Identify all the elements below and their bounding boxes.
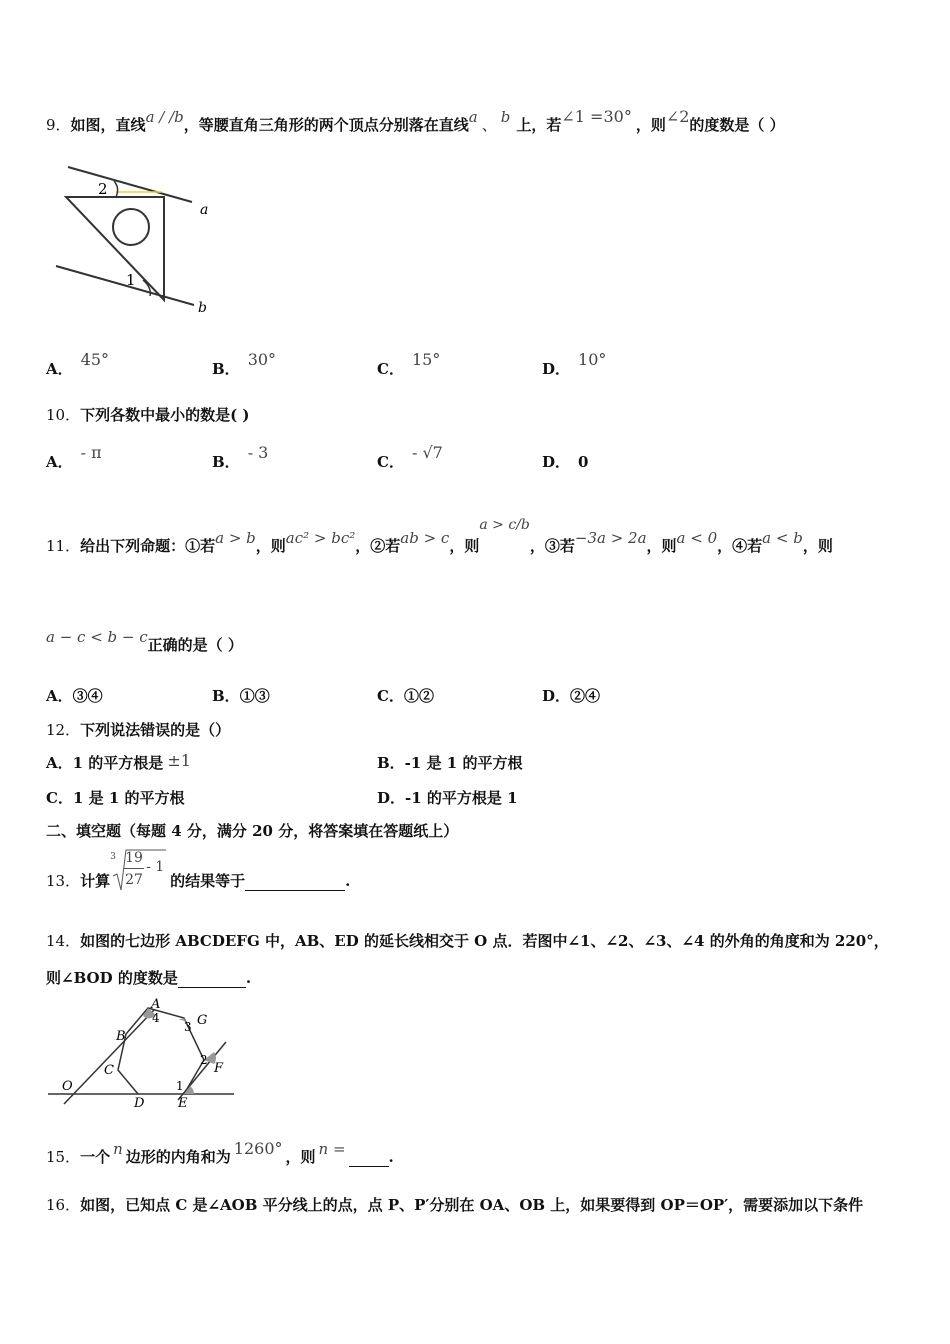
q13-number: 13． xyxy=(46,872,81,890)
label-A: A xyxy=(151,997,161,1012)
q11-option-b: B．①③ xyxy=(212,687,270,705)
circle xyxy=(113,209,149,245)
q12-number: 12． xyxy=(46,721,81,739)
q14-answer-blank[interactable] xyxy=(178,969,246,988)
q16-number: 16． xyxy=(46,1196,81,1214)
label-F: F xyxy=(214,1061,224,1076)
label-O: O xyxy=(62,1079,73,1094)
q9-number: 9． xyxy=(46,116,71,134)
q13-answer-blank[interactable] xyxy=(245,872,345,891)
q9-option-d: D． 10° xyxy=(542,350,607,378)
label-G: G xyxy=(197,1013,208,1028)
q12-option-d: D．-1 的平方根是 1 xyxy=(377,789,518,807)
label-C: C xyxy=(104,1063,114,1078)
fig-label-b: b xyxy=(198,300,207,316)
q10-number: 10． xyxy=(46,406,81,424)
q15-stem: 15．一个 n 边形的内角和为 1260° ，则 n = . xyxy=(46,1139,394,1166)
q9-option-a: A． 45° xyxy=(46,350,109,378)
label-D: D xyxy=(134,1096,145,1111)
q10-option-d: D． 0 xyxy=(542,453,589,471)
q11-option-a: A．③④ xyxy=(46,687,103,705)
q12-stem: 12．下列说法错误的是（） xyxy=(46,721,231,739)
q9-option-c: C． 15° xyxy=(377,350,441,378)
label-B: B xyxy=(116,1029,126,1044)
q9-figure xyxy=(44,160,224,320)
q15-number: 15． xyxy=(46,1148,81,1166)
q9-stem: 9．如图，直线a / /b，等腰直角三角形的两个顶点分别落在直线a 、 b 上，若∠1 =30° ，则∠2的度数是（ ） xyxy=(46,107,785,134)
label-n1: 1 xyxy=(176,1079,184,1093)
q13-stem: 13．计算 3 19 27 - 1 的结果等于 . xyxy=(46,870,350,892)
label-n3: 3 xyxy=(184,1020,192,1034)
q16-stem: 16．如图，已知点 C 是∠AOB 平分线上的点，点 P、P′分别在 OA、OB 上，如果要得到 OP＝OP′，需要添加以下条件 xyxy=(46,1196,864,1214)
cube-root-expression: 3 19 27 - 1 xyxy=(110,872,166,892)
q11-number: 11． xyxy=(46,537,81,555)
q12-option-b: B．-1 是 1 的平方根 xyxy=(377,754,523,772)
q10-stem: 10．下列各数中最小的数是( ) xyxy=(46,406,250,424)
q11-stem: 11．给出下列命题：①若a > b，则ac² > bc²，②若ab > c，则a > c/b，③若−3a > 2a，则a < 0，④若a < b，则 xyxy=(46,517,833,555)
q9-option-b: B． 30° xyxy=(212,350,277,378)
label-E: E xyxy=(178,1096,188,1111)
q10-option-a: A． - π xyxy=(46,443,102,471)
q14-stem-line2: 则∠BOD 的度数是 . xyxy=(46,969,252,987)
q15-answer-blank[interactable] xyxy=(349,1148,389,1167)
angle-2-arc xyxy=(114,181,118,197)
fig-label-a: a xyxy=(200,202,209,218)
line-ob-extended xyxy=(64,1010,154,1104)
triangle xyxy=(66,197,164,300)
q10-option-c: C． - √7 xyxy=(377,443,443,471)
fig-label-2: 2 xyxy=(98,180,108,198)
q10-option-b: B． - 3 xyxy=(212,443,269,471)
q14-figure xyxy=(44,996,244,1112)
q14-number: 14． xyxy=(46,932,81,950)
q12-option-a: A．1 的平方根是 ±1 xyxy=(46,751,191,772)
label-n2: 2 xyxy=(200,1053,208,1067)
section-heading: 二、填空题（每题 4 分，满分 20 分，将答案填在答题纸上） xyxy=(46,822,459,840)
q14-stem-line1: 14．如图的七边形 ABCDEFG 中，AB、ED 的延长线相交于 O 点．若图中∠1、∠2、∠3、∠4 的外角的角度和为 220°， xyxy=(46,932,889,950)
q11-option-c: C．①② xyxy=(377,687,434,705)
label-n4: 4 xyxy=(152,1011,160,1025)
line-b xyxy=(56,266,194,305)
q12-option-c: C．1 是 1 的平方根 xyxy=(46,789,185,807)
q11-option-d: D．②④ xyxy=(542,687,601,705)
q11-stem-cont: a − c < b − c正确的是（ ） xyxy=(46,628,243,654)
fig-label-1: 1 xyxy=(126,271,136,289)
